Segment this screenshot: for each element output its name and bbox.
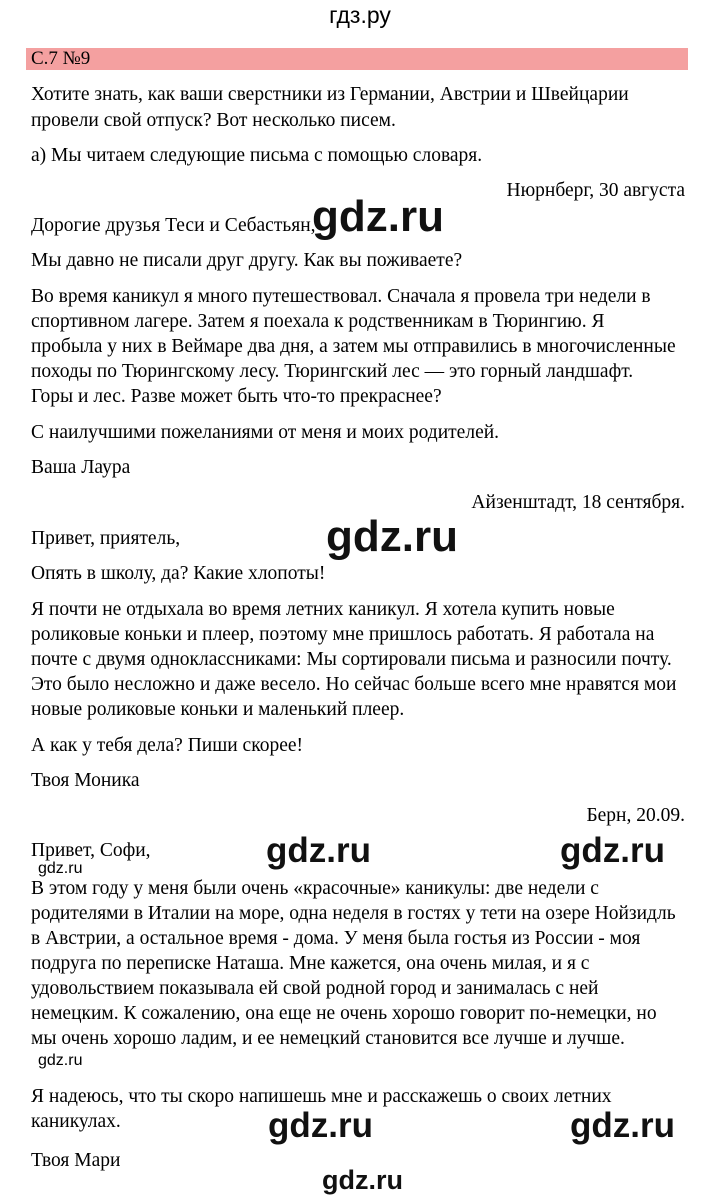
letter-2-paragraph-line: новые роликовые коньки и маленький плеер. [31,699,405,720]
watermark: gdz.ru [312,192,444,241]
letter-2-closing: А как у тебя дела? Пиши скорее! [31,735,304,756]
letter-1-paragraph-line: Мы давно не писали друг другу. Как вы поживаете? [31,250,463,271]
intro-text-line-1: Хотите знать, как ваши сверстники из Германии, Австрии и Швейцарии [31,84,629,105]
letter-3-paragraph-line: в Австрии, а остальное время - дома. У меня была гостья из России - моя [31,928,641,949]
letter-1-closing: С наилучшими пожеланиями от меня и моих родителей. [31,422,500,443]
letter-3-closing-line: Я надеюсь, что ты скоро напишешь мне и расскажешь о своих летних [31,1086,612,1107]
intro-text-line-2: провели свой отпуск? Вот несколько писем. [31,110,396,131]
letter-2-paragraph-line: Это было несложно и даже весело. Но сейчас больше всего мне нравятся мои [31,674,677,695]
watermark: gdz.ru [560,831,665,870]
letter-1-paragraph-line: Горы и лес. Разве может быть что-то прекраснее? [31,386,442,407]
site-header[interactable]: гдз.ру [329,2,391,28]
letter-2-greeting: Привет, приятель, [31,528,181,549]
letter-3-place-date: Берн, 20.09. [586,805,685,826]
letter-1-paragraph-line: пробыла у них в Веймаре два дня, а затем мы отправились в многочисленные [31,336,676,357]
watermark: gdz.ru [570,1106,675,1145]
letter-3-paragraph-line: подруга по переписке Наташа. Мне кажется, она очень милая, и я с [31,953,590,974]
letter-3-greeting: Привет, Софи, [31,840,151,861]
watermark: gdz.ru [326,512,458,561]
letter-3-paragraph-line: удовольствием показывала ей свой родной город и занималась с ней [31,978,599,999]
letter-2-signature: Твоя Моника [31,770,140,791]
letter-2-place-date: Айзенштадт, 18 сентября. [471,492,685,513]
letter-2-paragraph-line: Я почти не отдыхала во время летних каникул. Я хотела купить новые [31,599,615,620]
letter-3-paragraph-line: родителями в Италии на море, одна неделя в гостях у тети на озере Нойзидль [31,903,676,924]
letter-3-paragraph-line: немецким. К сожалению, она еще не очень хорошо говорит по-немецки, но [31,1003,657,1024]
letter-1-paragraph-line: походы по Тюрингскому лесу. Тюрингский лес — это горный ландшафт. [31,361,634,382]
task-label-bar [26,48,688,70]
watermark-small: gdz.ru [38,1052,83,1069]
intro-instruction: а) Мы читаем следующие письма с помощью словаря. [31,145,483,166]
letter-3-signature: Твоя Мари [31,1150,121,1171]
letter-3-closing-line: каникулах. [31,1111,121,1132]
watermark-small: gdz.ru [38,860,83,877]
task-label: С.7 №9 [31,48,91,69]
watermark: gdz.ru [268,1106,373,1145]
letter-1-signature: Ваша Лаура [31,457,131,478]
letter-2-paragraph-line: Опять в школу, да? Какие хлопоты! [31,563,326,584]
letter-1-greeting: Дорогие друзья Теси и Себастьян, [31,215,316,236]
watermark: gdz.ru [322,1165,403,1195]
letter-1-paragraph-line: Во время каникул я много путешествовал. Сначала я провела три недели в [31,286,651,307]
letter-2-paragraph-line: почте с двумя одноклассниками: Мы сортировали письма и разносили почту. [31,649,672,670]
letter-1-place-date: Нюрнберг, 30 августа [506,180,685,201]
letter-3-paragraph-line: В этом году у меня были очень «красочные» каникулы: две недели с [31,878,599,899]
letter-2-paragraph-line: роликовые коньки и плеер, поэтому мне пришлось работать. Я работала на [31,624,655,645]
watermark: gdz.ru [266,831,371,870]
letter-1-paragraph-line: спортивном лагере. Затем я поехала к родственникам в Тюрингию. Я [31,311,605,332]
letter-3-paragraph-line: мы очень хорошо ладим, и ее немецкий становится все лучше и лучше. [31,1028,625,1049]
